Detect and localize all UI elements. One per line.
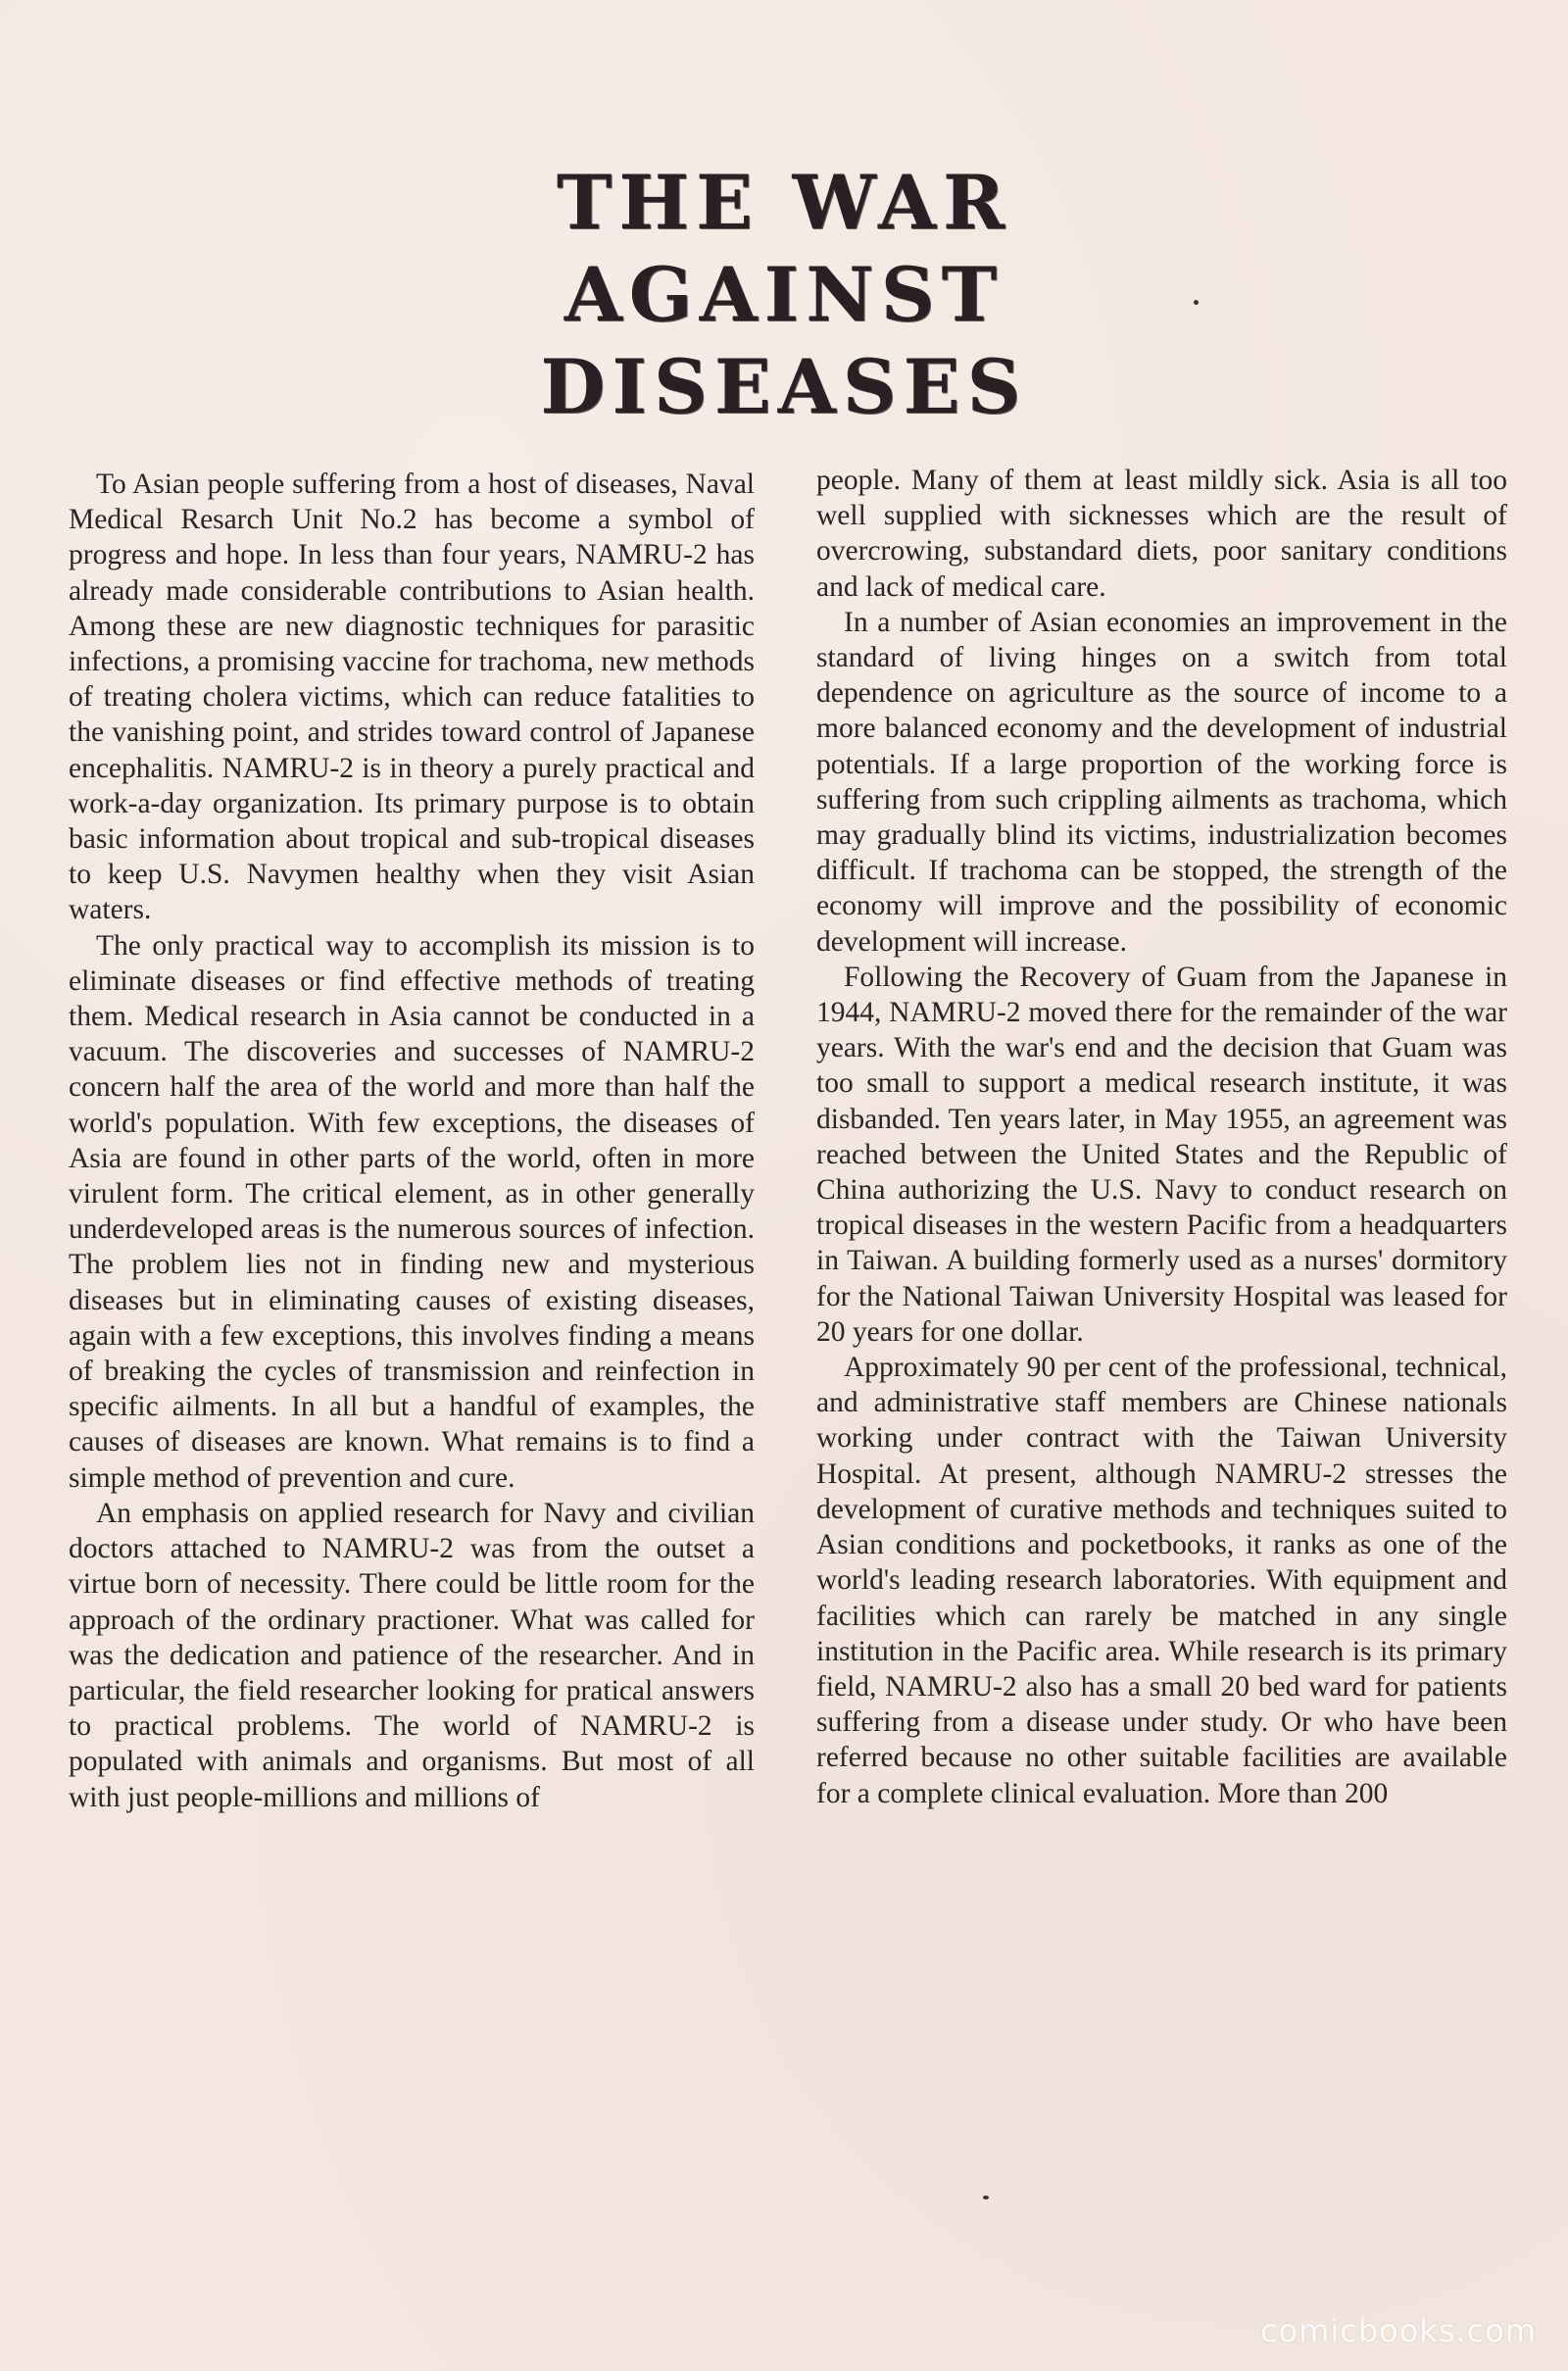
title-line-3: DISEASES [540, 343, 1028, 430]
site-watermark: comicbooks.com [1259, 2312, 1537, 2349]
paragraph: The only practical way to accomplish its mission is to eliminate diseases or find effective methods of treating them. Medical research in Asia cannot be conducted in a vacuum. The discoveries and successes of NAMRU-2 concern half the area of the world and more than half the world's population. With few exceptions, the diseases of Asia are found in other parts of the world, often in more virulent form. The critical element, as in other generally underdeveloped areas is the numerous sources of infection. The problem lies not in finding new and mysterious diseases but in eliminating causes of existing diseases, again with a few exceptions, this involves finding a means of breaking the cycles of transmission and reinfection in specific ailments. In all but a handful of examples, the causes of diseases are known. What remains is to find a simple method of prevention and cure. [69, 929, 755, 1494]
paragraph: An emphasis on applied research for Navy and civilian doctors attached to NAMRU-2 was from the outset a virtue born of necessity. There could be little room for the approach of the ordinary practioner. What was called for was the dedication and patience of the researcher. And in particular, the field researcher looking for pratical answers to practical problems. The world of NAMRU-2 is populated with animals and organisms. But most of all with just people-millions and millions of [69, 1497, 755, 1813]
paragraph: Approximately 90 per cent of the professional, technical, and administrative staff members are Chinese nationals working under contract with the Taiwan University Hospital. At present, although NAMRU-2 stresses the development of curative methods and techniques suited to Asian conditions and pocketbooks, it ranks as one of the world's leading research laboratories. With equipment and facilities which can rarely be matched in any single institution in the Pacific area. While research is its primary field, NAMRU-2 also has a small 20 bed ward for patients suffering from a disease under study. Or who have been referred because no other suitable facilities are available for a complete clinical evaluation. More than 200 [816, 1352, 1507, 1809]
print-speck [1194, 300, 1199, 305]
right-column [816, 463, 1507, 1811]
title-line-1: THE WAR [556, 159, 1012, 246]
paragraph: people. Many of them at least mildly sick. Asia is all too well supplied with sicknesses which are the result of overcrowing, substandard diets, poor sanitary conditions and lack of medical care. [816, 465, 1507, 603]
article-title [0, 157, 1568, 433]
paragraph: In a number of Asian economies an improvement in the standard of living hinges on a switch from total dependence on agriculture as the source of income to a more balanced economy and the development of industrial potentials. If a large proportion of the working force is suffering from such crippling ailments as trachoma, which may gradually blind its victims, industrialization becomes difficult. If trachoma can be stopped, the strength of the economy will improve and the possibility of economic development will increase. [816, 606, 1507, 958]
paragraph: To Asian people suffering from a host of diseases, Naval Medical Resarch Unit No.2 has become a symbol of progress and hope. In less than four years, NAMRU-2 has already made considerable contributions to Asian health. Among these are new diagnostic techniques for parasitic infections, a promising vaccine for trachoma, new methods of treating cholera victims, which can reduce fatalities to the vanishing point, and strides toward control of Japanese encephalitis. NAMRU-2 is in theory a purely practical and work-a-day organization. Its primary purpose is to obtain basic information about tropical and sub-tropical diseases to keep U.S. Navymen healthy when they visit Asian waters. [69, 469, 755, 926]
left-column [69, 467, 755, 1815]
paragraph: Following the Recovery of Guam from the Japanese in 1944, NAMRU-2 moved there for the remainder of the war years. With the war's end and the decision that Guam was too small to support a medical research institute, it was disbanded. Ten years later, in May 1955, an agreement was reached between the United States and the Republic of China authorizing the U.S. Navy to conduct research on tropical diseases in the western Pacific from a headquarters in Taiwan. A building formerly used as a nurses' dormitory for the National Taiwan University Hospital was leased for 20 years for one dollar. [816, 961, 1507, 1348]
print-speck [983, 2196, 989, 2199]
title-line-2: AGAINST [564, 251, 1004, 338]
